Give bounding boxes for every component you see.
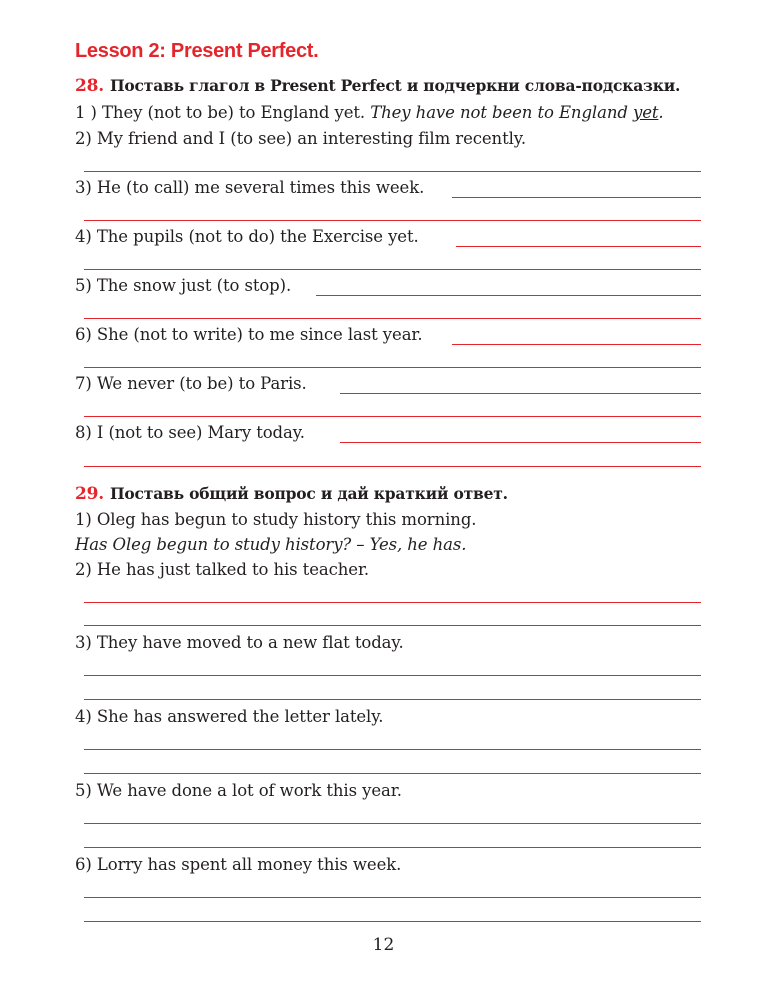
answer-line[interactable]: [84, 699, 701, 700]
lesson-title: Lesson 2: Present Perfect.: [75, 40, 319, 62]
hint-word-underlined: yet: [632, 103, 659, 122]
exercise-28-example: [75, 103, 664, 122]
exercise-29-instruction: Поставь общий вопрос и дай краткий ответ.: [109, 484, 508, 503]
answer-line[interactable]: [84, 367, 701, 368]
answer-line[interactable]: [316, 295, 701, 296]
answer-line[interactable]: [84, 921, 701, 922]
answer-line[interactable]: [84, 602, 701, 603]
example-answer: They have not been to England yet.: [370, 103, 664, 122]
exercise-28-item-2: 2) My friend and I (to see) an interesting film recently.: [75, 129, 526, 148]
exercise-28-item-8: 8) I (not to see) Mary today.: [75, 423, 305, 442]
exercise-28-item-6: 6) She (not to write) to me since last year.: [75, 325, 423, 344]
answer-line[interactable]: [84, 897, 701, 898]
exercise-28-header: [75, 76, 680, 96]
exercise-29-item-2: 2) He has just talked to his teacher.: [75, 560, 370, 579]
answer-line[interactable]: [84, 847, 701, 848]
answer-line[interactable]: [84, 675, 701, 676]
answer-line[interactable]: [84, 220, 701, 221]
exercise-29-item-4: 4) She has answered the letter lately.: [75, 707, 384, 726]
exercise-29-item-6: 6) Lorry has spent all money this week.: [75, 855, 402, 874]
exercise-29-number: 29.: [75, 484, 104, 504]
exercise-29-example-answer: Has Oleg begun to study history? – Yes, he has.: [75, 535, 467, 554]
exercise-28-item-5: 5) The snow just (to stop).: [75, 276, 292, 295]
exercise-29-example-prompt: 1) Oleg has begun to study history this morning.: [75, 510, 477, 529]
exercise-29-item-3: 3) They have moved to a new flat today.: [75, 633, 404, 652]
answer-line[interactable]: [452, 344, 701, 345]
answer-line[interactable]: [84, 625, 701, 626]
exercise-29-item-5: 5) We have done a lot of work this year.: [75, 781, 402, 800]
answer-line[interactable]: [84, 466, 701, 467]
answer-line[interactable]: [84, 318, 701, 319]
answer-line[interactable]: [340, 393, 701, 394]
exercise-28-item-3: 3) He (to call) me several times this week.: [75, 178, 425, 197]
exercise-28-number: 28.: [75, 76, 104, 96]
exercise-28-instruction: Поставь глагол в Present Perfect и подчеркни слова-подсказки.: [109, 76, 681, 95]
page-number: 12: [372, 935, 395, 955]
exercise-29-header: [75, 484, 508, 504]
answer-line[interactable]: [84, 773, 701, 774]
answer-line[interactable]: [84, 749, 701, 750]
answer-line[interactable]: [456, 246, 701, 247]
exercise-28-item-7: 7) We never (to be) to Paris.: [75, 374, 307, 393]
example-prompt: 1 ) They (not to be) to England yet.: [75, 103, 366, 122]
answer-line[interactable]: [84, 269, 701, 270]
answer-line[interactable]: [340, 442, 701, 443]
answer-line[interactable]: [452, 197, 701, 198]
answer-line[interactable]: [84, 416, 701, 417]
answer-line[interactable]: [84, 171, 701, 172]
exercise-28-item-4: 4) The pupils (not to do) the Exercise yet.: [75, 227, 419, 246]
answer-line[interactable]: [84, 823, 701, 824]
